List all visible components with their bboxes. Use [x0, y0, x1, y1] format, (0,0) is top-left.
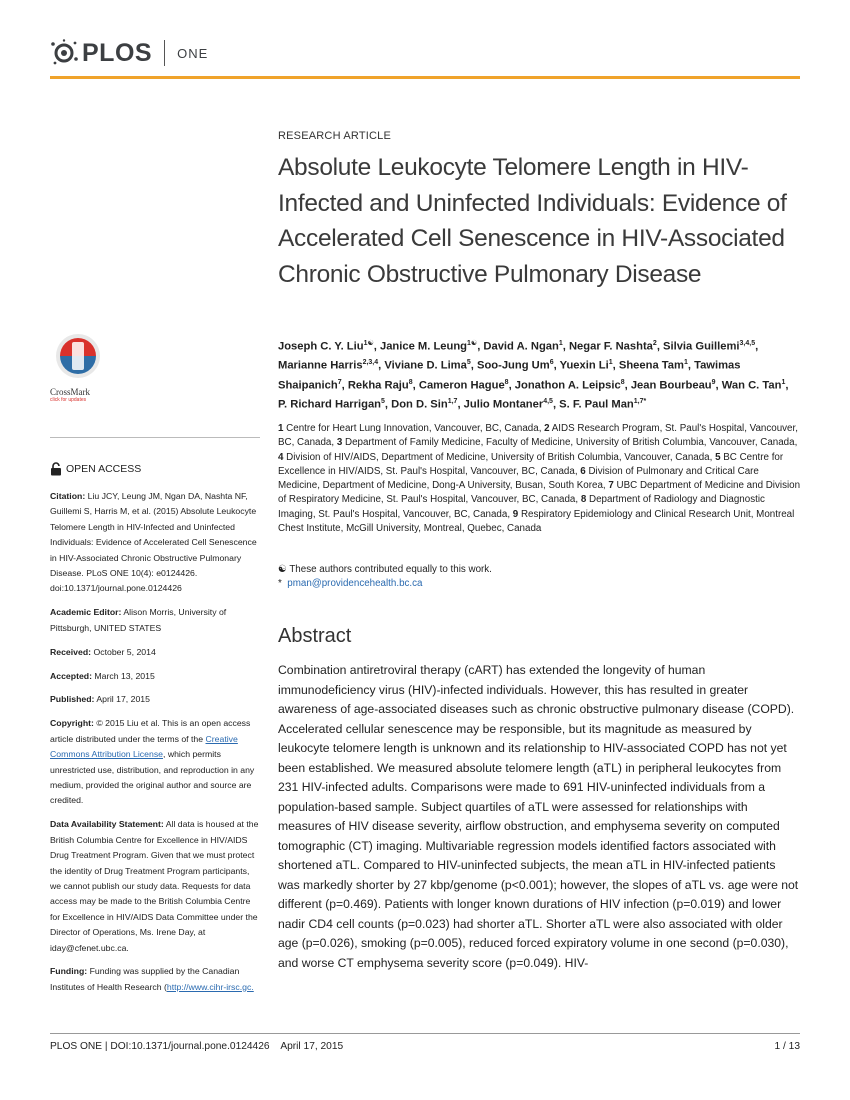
journal-name: ONE [177, 45, 209, 61]
author-name: Jonathon A. Leipsic [514, 379, 621, 392]
author-name: Sheena Tam [618, 360, 684, 373]
author-affiliation-marker: 7 [337, 378, 342, 386]
logo-text: PLOS [82, 38, 153, 67]
article-type: RESEARCH ARTICLE [278, 130, 392, 142]
received-date: October 5, 2014 [93, 646, 156, 657]
author-affiliation-marker: 8 [408, 378, 413, 386]
author-name: Cameron Hague [418, 379, 505, 392]
open-lock-icon [50, 462, 62, 476]
author-affiliation-marker: 1☯ [467, 340, 478, 347]
author-name: S. F. Paul Man [559, 398, 634, 411]
author-notes [278, 563, 803, 591]
affiliation-text: BC Centre for Excellence in HIV/AIDS, St. Paul's Hospital, Vancouver, BC, Canada, [278, 451, 784, 477]
affiliation-text: Division of Pulmonary and Critical Care Medicine, Department of Medicine, Dong-A University, Busan, South Korea, [278, 465, 759, 492]
author-affiliation-marker: 1,7 [447, 397, 458, 405]
editor-label: Academic Editor: [50, 607, 122, 618]
funding-text: Funding was supplied by the Canadian Institutes of Health Research ( [50, 966, 240, 992]
corresponding-email-link[interactable]: pman@providencehealth.bc.ca [287, 578, 423, 589]
open-access-label [50, 462, 141, 476]
author-affiliation-marker: 1 [781, 378, 786, 386]
affiliation-text: Department of Radiology and Diagnostic Imaging, St. Paul's Hospital, Vancouver, BC, Canada, [278, 494, 765, 520]
author-affiliation-marker: 4,5 [543, 397, 553, 405]
affiliation-number: 7 [608, 480, 614, 492]
author-name: Janice M. Leung [379, 340, 468, 353]
citation-block [50, 489, 262, 597]
author-affiliation-marker: 1 [558, 340, 563, 347]
author-affiliation-marker: 2,3,4 [362, 359, 379, 367]
affiliation-number: 1 [278, 423, 284, 434]
published-label: Published: [50, 694, 95, 705]
author-name: David A. Ngan [483, 340, 559, 353]
equal-contribution-note: ☯ These authors contributed equally to this work. [278, 564, 492, 575]
open-access-text: OPEN ACCESS [66, 463, 142, 475]
footer-rule [50, 1033, 800, 1034]
crossmark-icon [50, 332, 106, 384]
data-availability-label: Data Availability Statement: [50, 819, 164, 830]
funding-label: Funding: [50, 966, 88, 977]
author-list: Joseph C. Y. Liu$^{1☯}$, Janice M. Leung$^{1☯}$, David A. Ngan$^1$, Negar F. Nashta$^2$, Silvia Guillemi$^{3,4,5}$, Marianne Harris$^{2,3,4}$, Viviane D. Lima$^5$, Soo-Jung Um$^6$, Yuexin Li$^1$, Sheena Tam$^1$, Tawimas Shaipanich$^7$, Rekha Raju$^8$, Cameron Hague$^8$, Jonathon A. Leipsic$^8$, Jean Bourbeau$^9$, Wan C. Tan$^1$, P. Richard Harrigan$^5$, Don D. Sin$^{1,7}$, Julio Montaner$^{4,5}$, S. F. Paul Man$^{1,7*}$ [278, 340, 789, 411]
author-affiliation-marker: 3,4,5 [739, 340, 756, 347]
author-name: Jean Bourbeau [630, 379, 712, 392]
author-name: Yuexin Li [559, 360, 609, 373]
published-date: April 17, 2015 [96, 694, 150, 705]
affiliation-text: AIDS Research Program, St. Paul's Hospital, Vancouver, BC, Canada, [278, 423, 798, 449]
affiliation-text: Respiratory Epidemiology and Clinical Research Unit, Montreal Chest Institute, McGill University, Montreal, Quebec, Canada [278, 508, 795, 535]
crossmark-sub: click for updates [50, 397, 87, 403]
editor-block [50, 605, 262, 636]
header-rule [50, 76, 800, 79]
author-affiliation-marker: 1 [608, 359, 613, 367]
copyright-block [50, 716, 262, 808]
affiliation-number: 6 [580, 465, 586, 477]
author-affiliation-marker: 5 [466, 359, 471, 367]
published-block [50, 692, 262, 707]
author-affiliation-marker: 1,7* [633, 397, 647, 405]
footer-citation: PLOS ONE | DOI:10.1371/journal.pone.0124426 April 17, 2015 [50, 1041, 344, 1052]
author-affiliation-marker: 6 [549, 359, 554, 367]
author-affiliation-marker: 1☯ [363, 340, 374, 347]
author-name: Don D. Sin [391, 398, 448, 411]
data-availability-text: All data is housed at the British Columbia Centre for Excellence in HIV/AIDS Drug Treatment Program. Given that we must protect the identity of Drug Treatment Program participants, we cannot publish our study data. Requests for data access may be made to the British Columbia Centre for Excellence in HIV/AIDS Data Committee under the Director of Operations, Ms. Irene Day, at iday@cfenet.ubc.ca. [50, 819, 259, 953]
plos-logo-mark-icon [50, 39, 78, 67]
license-link[interactable]: Creative Commons Attribution License [50, 733, 238, 760]
author-affiliation-marker: 8 [620, 378, 625, 386]
author-name: Rekha Raju [347, 379, 409, 392]
author-affiliation-marker: 2 [652, 340, 657, 347]
author-name: Julio Montaner [463, 398, 544, 411]
accepted-date: March 13, 2015 [94, 670, 155, 681]
plos-one-logo[interactable] [50, 36, 208, 70]
author-affiliation-marker: 8 [504, 378, 509, 386]
affiliation-number: 8 [580, 494, 587, 506]
author-name: Joseph C. Y. Liu [278, 340, 364, 353]
affiliation-number: 5 [715, 451, 721, 463]
copyright-text-end: , which permits unrestricted use, distribution, and reproduction in any medium, provided the original author and source are credited. [50, 749, 255, 806]
affiliation-text: Centre for Heart Lung Innovation, Vancouver, BC, Canada, [283, 423, 545, 434]
author-name: Wan C. Tan [721, 379, 782, 392]
affiliation-text: UBC Department of Medicine and Division of Respiratory Medicine, St. Paul's Hospital, Vancouver, BC, Canada, [278, 480, 801, 506]
copyright-text: © 2015 Liu et al. This is an open access article distributed under the terms of the [50, 718, 251, 744]
author-name: Viviane D. Lima [384, 360, 467, 373]
author-affiliation-marker: 1 [683, 359, 688, 367]
logo-divider [164, 40, 165, 66]
author-name: Tawimas Shaipanich [278, 360, 741, 392]
author-affiliation-marker: 5 [381, 397, 385, 405]
affiliation-number: 2 [544, 423, 550, 434]
citation-label: Citation: [50, 491, 86, 501]
affiliation-number: 9 [512, 508, 519, 520]
crossmark-label: CrossMark [50, 387, 90, 397]
abstract-text: Combination antiretroviral therapy (cART) has extended the longevity of human immunodeficiency virus (HIV)-infected individuals. However, this has resulted in greater awareness of age-associated diseases such as chronic obstructive pulmonary disease (COPD). Accelerated cellular senescence may be responsible, but its magnitude as measured by leukocyte telomere length is unknown and its relationship to HIV-associated COPD has not yet been established. We measured absolute telomere length (aTL) in peripheral leukocytes from 231 HIV-infected adults. Comparisons were made to 691 HIV-uninfected individuals from a population-based sample. Subject quartiles of aTL were assessed for relationships with measures of HIV disease severity, airflow obstruction, and emphysema severity on computed tomographic (CT) imaging. Multivariable regression models identified factors associated with shortened aTL. Compared to HIV-uninfected subjects, the mean aTL in HIV-infected patients was markedly shorter by 27 kbp/genome (p<0.001); however, the slopes of aTL vs. age were not different (p=0.469). Patients with longer known durations of HIV infection (p=0.019) and lower nadir CD4 cell counts (p=0.023) had shorter aTL. Shorter aTL were also associated with older age (p=0.026), smoking (p=0.005), reduced forced expiratory volume in one second (p=0.030), and worse CT emphysema severity score (p=0.049). HIV- [278, 663, 799, 970]
affiliations [278, 422, 803, 536]
author-name: Silvia Guillemi [663, 340, 740, 353]
affiliation-text: Division of HIV/AIDS, Department of Medicine, University of British Columbia, Vancouver, Canada, [283, 451, 716, 463]
received-label: Received: [50, 646, 92, 657]
data-availability-block [50, 817, 262, 956]
accepted-block [50, 669, 262, 684]
article-metadata [50, 489, 262, 1004]
copyright-label: Copyright: [50, 718, 94, 729]
author-name: P. Richard Harrigan [278, 398, 382, 411]
corresponding-marker: * [278, 578, 282, 589]
funding-block [50, 964, 262, 995]
crossmark-badge[interactable] [50, 332, 106, 402]
article-title: Absolute Leukocyte Telomere Length in HIV-Infected and Uninfected Individuals: Evidence of Accelerated Cell Senescence in HIV-Associated Chronic Obstructive Pulmonary Disease [278, 154, 787, 288]
citation-text: Liu JCY, Leung JM, Ngan DA, Nashta NF, Guillemi S, Harris M, et al. (2015) Absolute Leukocyte Telomere Length in HIV-Infected and Uninfected Individuals: Evidence of Accelerated Cell Senescence in HIV-Associated Chronic Obstructive Pulmonary Disease. PLoS ONE 10(4): e0124426. doi:10.1371/journal.pone.0124426 [50, 491, 257, 594]
affiliation-text: Department of Family Medicine, Faculty of Medicine, University of British Columbia, Vancouver, Canada, [342, 437, 798, 449]
accepted-label: Accepted: [50, 670, 92, 681]
affiliation-number: 4 [278, 451, 284, 463]
page-number: 1 / 13 [774, 1041, 800, 1052]
editor-text: Alison Morris, University of Pittsburgh, UNITED STATES [50, 607, 227, 633]
received-block [50, 645, 262, 660]
sidebar-rule [50, 437, 260, 438]
author-name: Soo-Jung Um [476, 360, 550, 373]
author-name: Marianne Harris [278, 360, 363, 373]
author-affiliation-marker: 9 [711, 378, 716, 386]
abstract-heading: Abstract [278, 625, 352, 647]
funding-link[interactable]: http://www.cihr-irsc.gc. [166, 981, 254, 992]
corresponding-author [278, 577, 803, 591]
author-name: Negar F. Nashta [568, 340, 653, 353]
affiliation-number: 3 [336, 437, 343, 449]
